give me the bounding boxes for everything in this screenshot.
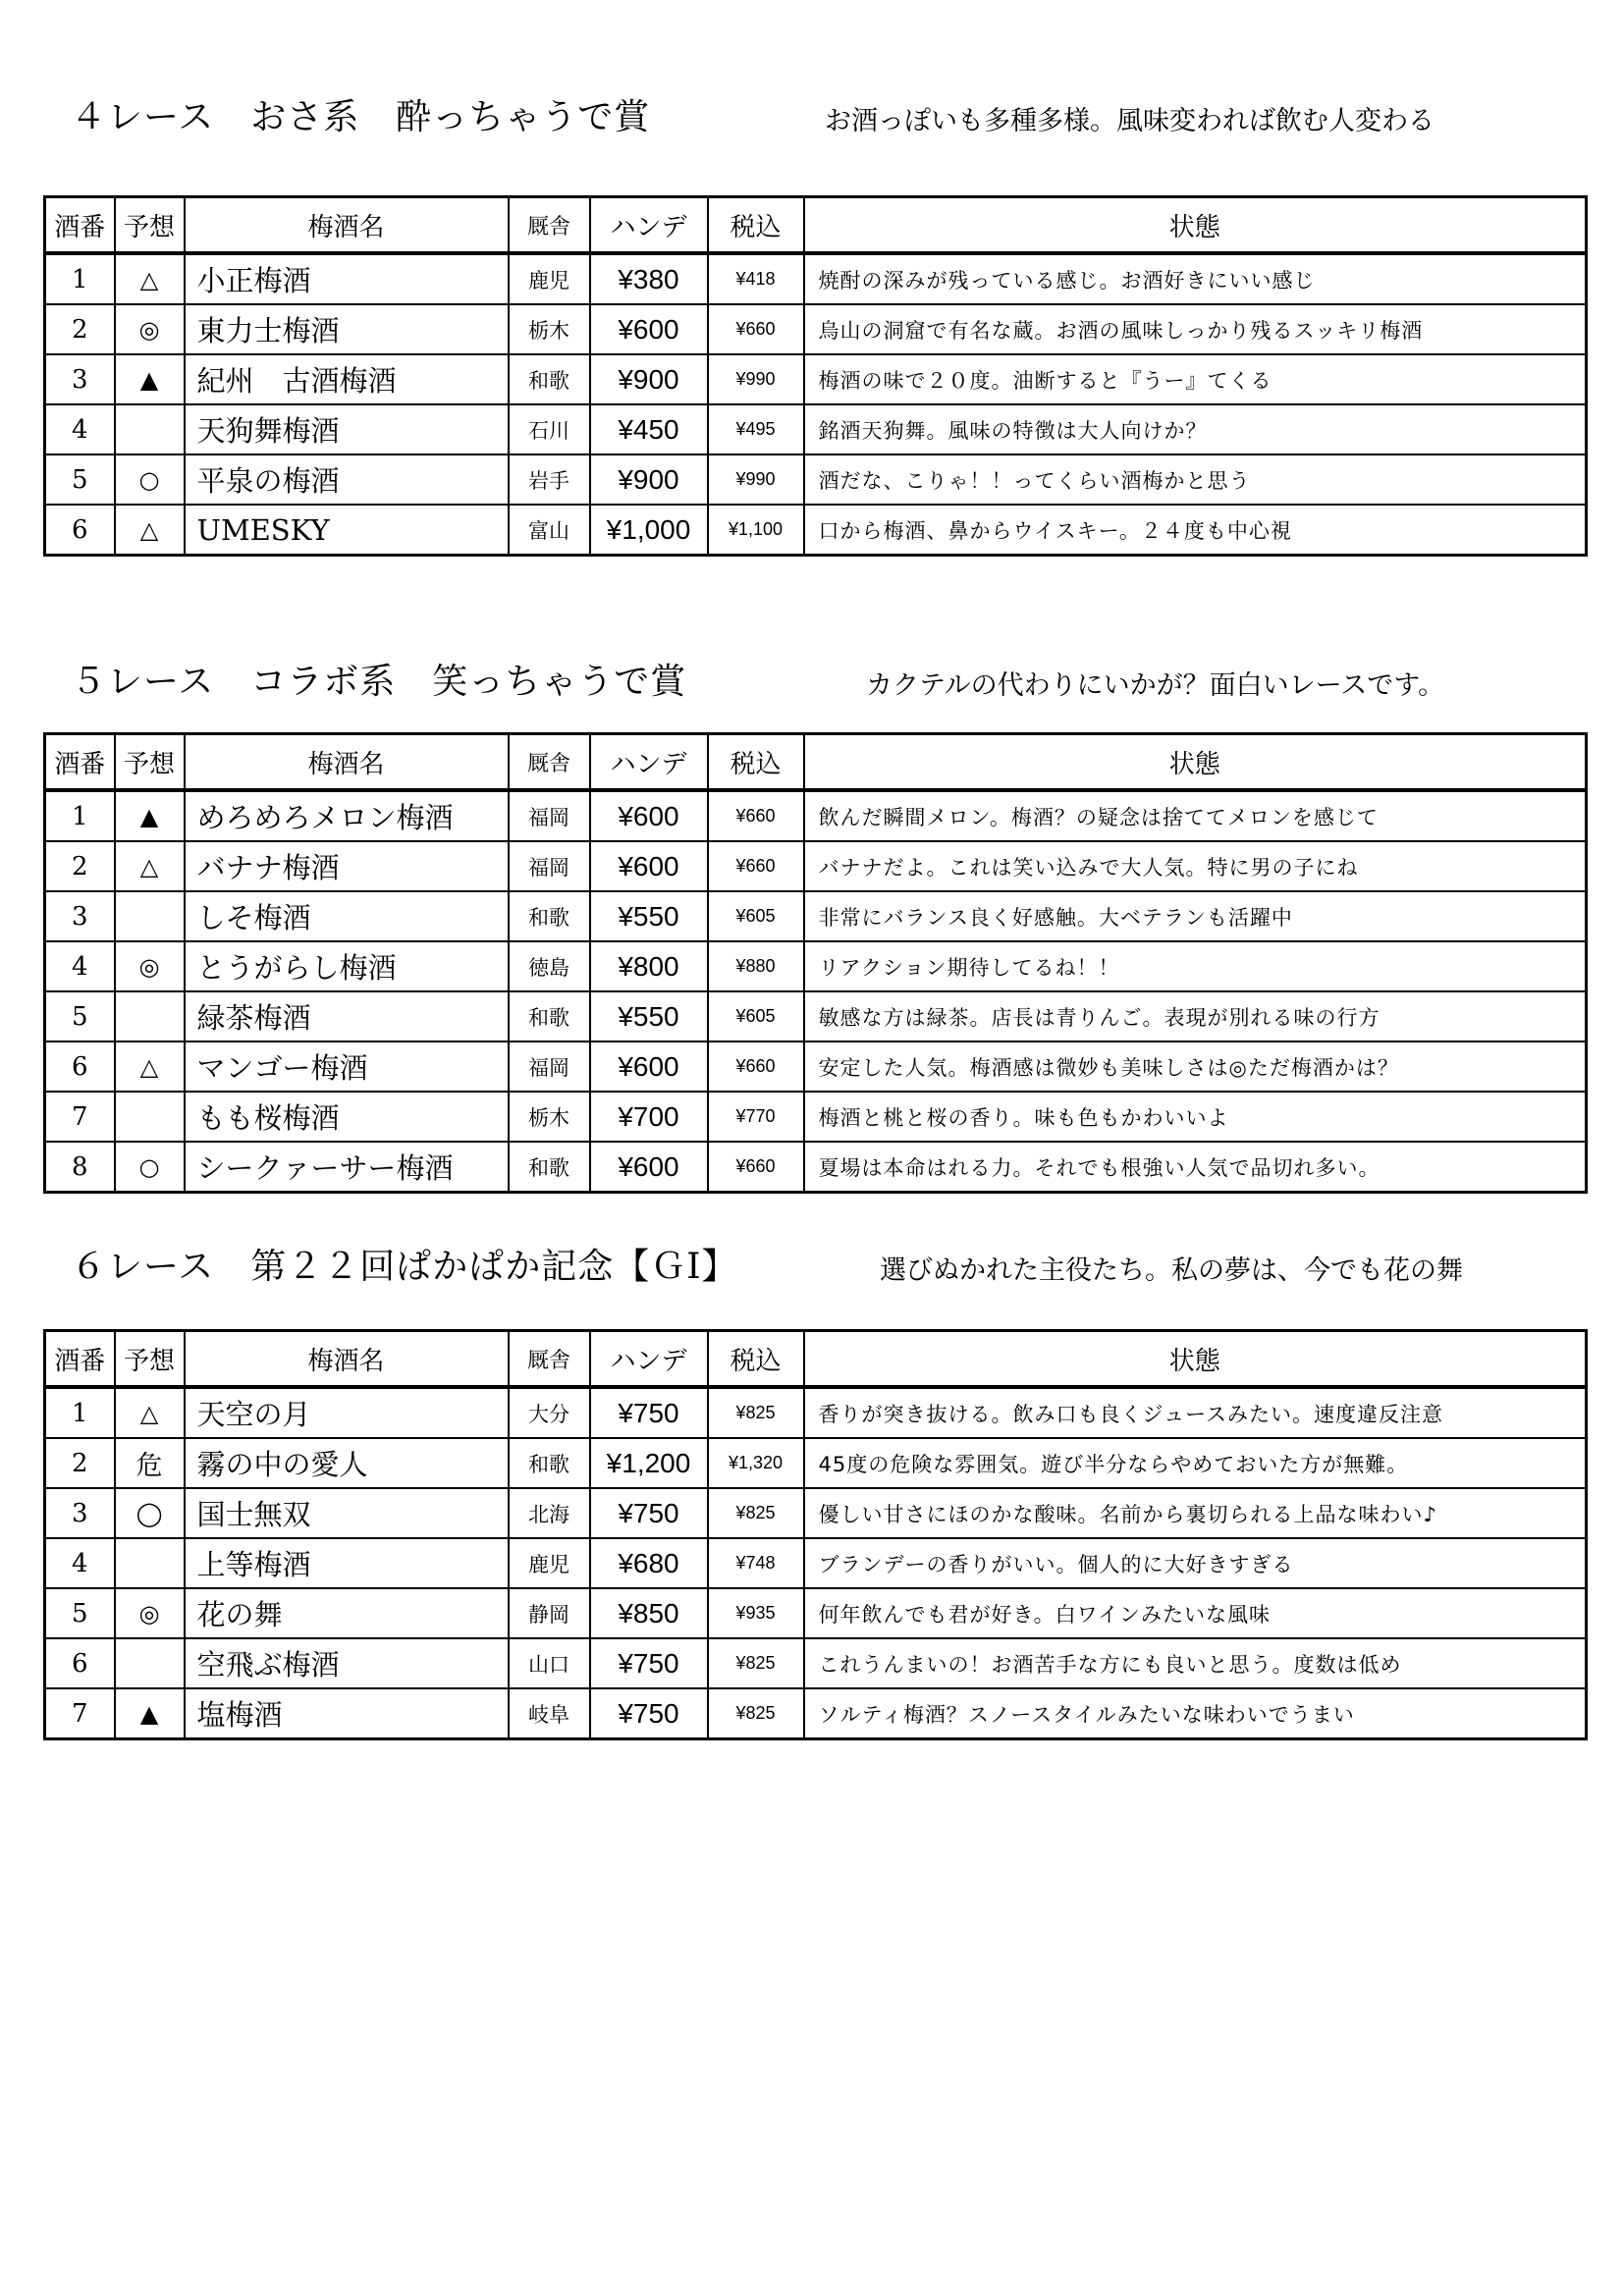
row-number: 3 — [45, 891, 115, 941]
row-status: 梅酒の味で２０度。油断すると『うー』てくる — [804, 354, 1587, 404]
table-row — [45, 304, 1587, 354]
row-price: ¥750 — [590, 1488, 708, 1538]
row-pick: ○ — [115, 454, 185, 505]
row-name: 天空の月 — [185, 1387, 509, 1438]
row-tax-price: ¥1,320 — [708, 1438, 804, 1488]
row-number: 3 — [45, 1488, 115, 1538]
table-row — [45, 941, 1587, 991]
header-handi: ハンデ — [590, 1331, 708, 1388]
row-status: 飲んだ瞬間メロン。梅酒？の疑念は捨ててメロンを感じて — [804, 790, 1587, 841]
table-row — [45, 1538, 1587, 1588]
row-tax-price: ¥418 — [708, 253, 804, 304]
race-comment: カクテルの代わりにいかが？面白いレースです。 — [866, 670, 1445, 701]
row-tax-price: ¥770 — [708, 1092, 804, 1142]
row-tax-price: ¥825 — [708, 1387, 804, 1438]
row-number: 2 — [45, 841, 115, 891]
row-tax-price: ¥495 — [708, 404, 804, 454]
row-name: 東力士梅酒 — [185, 304, 509, 354]
table-row — [45, 1438, 1587, 1488]
row-stable: 福岡 — [509, 790, 590, 841]
table-row — [45, 1638, 1587, 1688]
row-pick — [115, 1638, 185, 1688]
row-status: 夏場は本命はれる力。それでも根強い人気で品切れ多い。 — [804, 1142, 1587, 1193]
race-table — [43, 1329, 1588, 1740]
row-price: ¥600 — [590, 790, 708, 841]
row-name: 小正梅酒 — [185, 253, 509, 304]
row-pick: △ — [115, 505, 185, 556]
row-status: 何年飲んでも君が好き。白ワインみたいな風味 — [804, 1588, 1587, 1638]
row-status: 酒だな、こりゃ！！ってくらい酒梅かと思う — [804, 454, 1587, 505]
row-stable: 栃木 — [509, 1092, 590, 1142]
race-table — [43, 195, 1588, 557]
row-number: 5 — [45, 1588, 115, 1638]
row-number: 1 — [45, 253, 115, 304]
row-price: ¥800 — [590, 941, 708, 991]
row-stable: 富山 — [509, 505, 590, 556]
row-name: マンゴー梅酒 — [185, 1041, 509, 1092]
row-stable: 和歌 — [509, 354, 590, 404]
row-pick — [115, 1092, 185, 1142]
header-handi: ハンデ — [590, 197, 708, 254]
row-number: 1 — [45, 1387, 115, 1438]
row-pick — [115, 1538, 185, 1588]
table-row — [45, 991, 1587, 1041]
row-number: 3 — [45, 354, 115, 404]
header-status: 状態 — [804, 1331, 1587, 1388]
row-price: ¥550 — [590, 991, 708, 1041]
header-pick: 予想 — [115, 734, 185, 791]
row-tax-price: ¥825 — [708, 1638, 804, 1688]
race-header — [43, 88, 1585, 147]
row-name: 霧の中の愛人 — [185, 1438, 509, 1488]
row-price: ¥850 — [590, 1588, 708, 1638]
row-name: 花の舞 — [185, 1588, 509, 1638]
row-tax-price: ¥748 — [708, 1538, 804, 1588]
row-pick: ◎ — [115, 1588, 185, 1638]
row-name: 上等梅酒 — [185, 1538, 509, 1588]
row-status: 焼酎の深みが残っている感じ。お酒好きにいい感じ — [804, 253, 1587, 304]
row-tax-price: ¥880 — [708, 941, 804, 991]
header-no: 酒番 — [45, 1331, 115, 1388]
row-status: これうんまいの！お酒苦手な方にも良いと思う。度数は低め — [804, 1638, 1587, 1688]
row-number: 7 — [45, 1688, 115, 1739]
row-price: ¥1,200 — [590, 1438, 708, 1488]
table-row — [45, 354, 1587, 404]
header-name: 梅酒名 — [185, 1331, 509, 1388]
row-price: ¥700 — [590, 1092, 708, 1142]
row-status: 安定した人気。梅酒感は微妙も美味しさは◎ただ梅酒かは？ — [804, 1041, 1587, 1092]
row-name: 天狗舞梅酒 — [185, 404, 509, 454]
row-pick: ▲ — [115, 354, 185, 404]
row-name: もも桜梅酒 — [185, 1092, 509, 1142]
table-row — [45, 1488, 1587, 1538]
row-stable: 鹿児 — [509, 1538, 590, 1588]
row-number: 2 — [45, 304, 115, 354]
row-status: 45度の危険な雰囲気。遊び半分ならやめておいた方が無難。 — [804, 1438, 1587, 1488]
row-name: 紀州 古酒梅酒 — [185, 354, 509, 404]
row-tax-price: ¥660 — [708, 841, 804, 891]
row-pick: △ — [115, 1041, 185, 1092]
row-status: ソルティ梅酒？スノースタイルみたいな味わいでうまい — [804, 1688, 1587, 1739]
row-pick: ▲ — [115, 790, 185, 841]
row-stable: 岩手 — [509, 454, 590, 505]
row-tax-price: ¥660 — [708, 1041, 804, 1092]
row-price: ¥900 — [590, 354, 708, 404]
row-status: ブランデーの香りがいい。個人的に大好きすぎる — [804, 1538, 1587, 1588]
row-stable: 静岡 — [509, 1588, 590, 1638]
table-row — [45, 790, 1587, 841]
header-tax: 税込 — [708, 734, 804, 791]
table-row — [45, 253, 1587, 304]
row-number: 5 — [45, 991, 115, 1041]
row-pick: ◎ — [115, 941, 185, 991]
row-price: ¥600 — [590, 304, 708, 354]
row-pick: ○ — [115, 1142, 185, 1193]
row-name: 国士無双 — [185, 1488, 509, 1538]
row-tax-price: ¥1,100 — [708, 505, 804, 556]
row-name: 緑茶梅酒 — [185, 991, 509, 1041]
header-stable: 厩舎 — [509, 197, 590, 254]
row-stable: 徳島 — [509, 941, 590, 991]
row-number: 4 — [45, 404, 115, 454]
row-name: しそ梅酒 — [185, 891, 509, 941]
row-status: 銘酒天狗舞。風味の特徴は大人向けか？ — [804, 404, 1587, 454]
row-name: UMESKY — [185, 505, 509, 556]
table-header-row — [45, 197, 1587, 254]
row-price: ¥680 — [590, 1538, 708, 1588]
row-pick: ▲ — [115, 1688, 185, 1739]
row-stable: 栃木 — [509, 304, 590, 354]
row-status: 口から梅酒、鼻からウイスキー。２４度も中心視 — [804, 505, 1587, 556]
table-row — [45, 454, 1587, 505]
row-pick: △ — [115, 1387, 185, 1438]
header-stable: 厩舎 — [509, 1331, 590, 1388]
row-tax-price: ¥990 — [708, 354, 804, 404]
header-no: 酒番 — [45, 734, 115, 791]
table-row — [45, 505, 1587, 556]
row-number: 7 — [45, 1092, 115, 1142]
header-no: 酒番 — [45, 197, 115, 254]
row-number: 6 — [45, 1638, 115, 1688]
table-row — [45, 841, 1587, 891]
row-name: 空飛ぶ梅酒 — [185, 1638, 509, 1688]
row-status: バナナだよ。これは笑い込みで大人気。特に男の子にね — [804, 841, 1587, 891]
race-6-section — [43, 1238, 1585, 1740]
row-price: ¥600 — [590, 1142, 708, 1193]
race-header — [43, 1238, 1585, 1297]
row-number: 6 — [45, 1041, 115, 1092]
table-row — [45, 1588, 1587, 1638]
header-tax: 税込 — [708, 1331, 804, 1388]
row-status: 香りが突き抜ける。飲み口も良くジュースみたい。速度違反注意 — [804, 1387, 1587, 1438]
row-status: 敏感な方は緑茶。店長は青りんご。表現が別れる味の行方 — [804, 991, 1587, 1041]
table-row — [45, 1387, 1587, 1438]
row-tax-price: ¥605 — [708, 991, 804, 1041]
row-number: 4 — [45, 941, 115, 991]
row-pick: △ — [115, 841, 185, 891]
race-comment: 選びぬかれた主役たち。私の夢は、今でも花の舞 — [880, 1255, 1463, 1286]
table-header-row — [45, 734, 1587, 791]
row-stable: 大分 — [509, 1387, 590, 1438]
header-stable: 厩舎 — [509, 734, 590, 791]
row-status: 非常にバランス良く好感触。大ベテランも活躍中 — [804, 891, 1587, 941]
row-status: リアクション期待してるね！！ — [804, 941, 1587, 991]
row-price: ¥750 — [590, 1688, 708, 1739]
row-price: ¥380 — [590, 253, 708, 304]
row-stable: 和歌 — [509, 1142, 590, 1193]
row-price: ¥600 — [590, 841, 708, 891]
row-name: とうがらし梅酒 — [185, 941, 509, 991]
row-number: 5 — [45, 454, 115, 505]
row-stable: 鹿児 — [509, 253, 590, 304]
row-number: 1 — [45, 790, 115, 841]
row-name: 塩梅酒 — [185, 1688, 509, 1739]
row-tax-price: ¥660 — [708, 1142, 804, 1193]
header-status: 状態 — [804, 734, 1587, 791]
race-comment: お酒っぽいも多種多様。風味変われば飲む人変わる — [825, 106, 1435, 136]
row-stable: 北海 — [509, 1488, 590, 1538]
row-name: めろめろメロン梅酒 — [185, 790, 509, 841]
row-pick: △ — [115, 253, 185, 304]
row-price: ¥750 — [590, 1387, 708, 1438]
row-number: 8 — [45, 1142, 115, 1193]
table-row — [45, 1142, 1587, 1193]
row-price: ¥450 — [590, 404, 708, 454]
header-name: 梅酒名 — [185, 197, 509, 254]
row-status: 優しい甘さにほのかな酸味。名前から裏切られる上品な味わい♪ — [804, 1488, 1587, 1538]
row-stable: 石川 — [509, 404, 590, 454]
row-pick — [115, 404, 185, 454]
header-status: 状態 — [804, 197, 1587, 254]
row-status: 梅酒と桃と桜の香り。味も色もかわいいよ — [804, 1092, 1587, 1142]
row-stable: 岐阜 — [509, 1688, 590, 1739]
row-stable: 福岡 — [509, 841, 590, 891]
row-price: ¥1,000 — [590, 505, 708, 556]
row-price: ¥550 — [590, 891, 708, 941]
race-4-section — [43, 88, 1585, 557]
race-title: ５レース コラボ系 笑っちゃうで賞 — [71, 662, 687, 702]
row-name: シークァーサー梅酒 — [185, 1142, 509, 1193]
row-tax-price: ¥660 — [708, 304, 804, 354]
row-stable: 和歌 — [509, 891, 590, 941]
row-stable: 福岡 — [509, 1041, 590, 1092]
table-row — [45, 891, 1587, 941]
table-row — [45, 1688, 1587, 1739]
row-number: 2 — [45, 1438, 115, 1488]
row-name: バナナ梅酒 — [185, 841, 509, 891]
row-price: ¥750 — [590, 1638, 708, 1688]
row-pick: 危 — [115, 1438, 185, 1488]
row-price: ¥600 — [590, 1041, 708, 1092]
row-pick: ◎ — [115, 304, 185, 354]
header-name: 梅酒名 — [185, 734, 509, 791]
table-row — [45, 1092, 1587, 1142]
table-row — [45, 1041, 1587, 1092]
row-pick — [115, 991, 185, 1041]
race-header — [43, 653, 1585, 712]
row-tax-price: ¥660 — [708, 790, 804, 841]
header-pick: 予想 — [115, 197, 185, 254]
row-stable: 和歌 — [509, 991, 590, 1041]
row-tax-price: ¥935 — [708, 1588, 804, 1638]
race-title: ６レース 第２２回ぱかぱか記念【ＧⅠ】 — [71, 1247, 738, 1287]
header-tax: 税込 — [708, 197, 804, 254]
row-name: 平泉の梅酒 — [185, 454, 509, 505]
race-table — [43, 732, 1588, 1194]
row-pick: ◯ — [115, 1488, 185, 1538]
table-row — [45, 404, 1587, 454]
row-tax-price: ¥825 — [708, 1688, 804, 1739]
row-stable: 和歌 — [509, 1438, 590, 1488]
row-tax-price: ¥605 — [708, 891, 804, 941]
row-tax-price: ¥990 — [708, 454, 804, 505]
row-status: 烏山の洞窟で有名な蔵。お酒の風味しっかり残るスッキリ梅酒 — [804, 304, 1587, 354]
header-pick: 予想 — [115, 1331, 185, 1388]
race-title: ４レース おさ系 酔っちゃうで賞 — [71, 97, 651, 137]
header-handi: ハンデ — [590, 734, 708, 791]
row-pick — [115, 891, 185, 941]
race-5-section — [43, 653, 1585, 1194]
row-number: 4 — [45, 1538, 115, 1588]
row-number: 6 — [45, 505, 115, 556]
row-price: ¥900 — [590, 454, 708, 505]
table-header-row — [45, 1331, 1587, 1388]
row-stable: 山口 — [509, 1638, 590, 1688]
row-tax-price: ¥825 — [708, 1488, 804, 1538]
